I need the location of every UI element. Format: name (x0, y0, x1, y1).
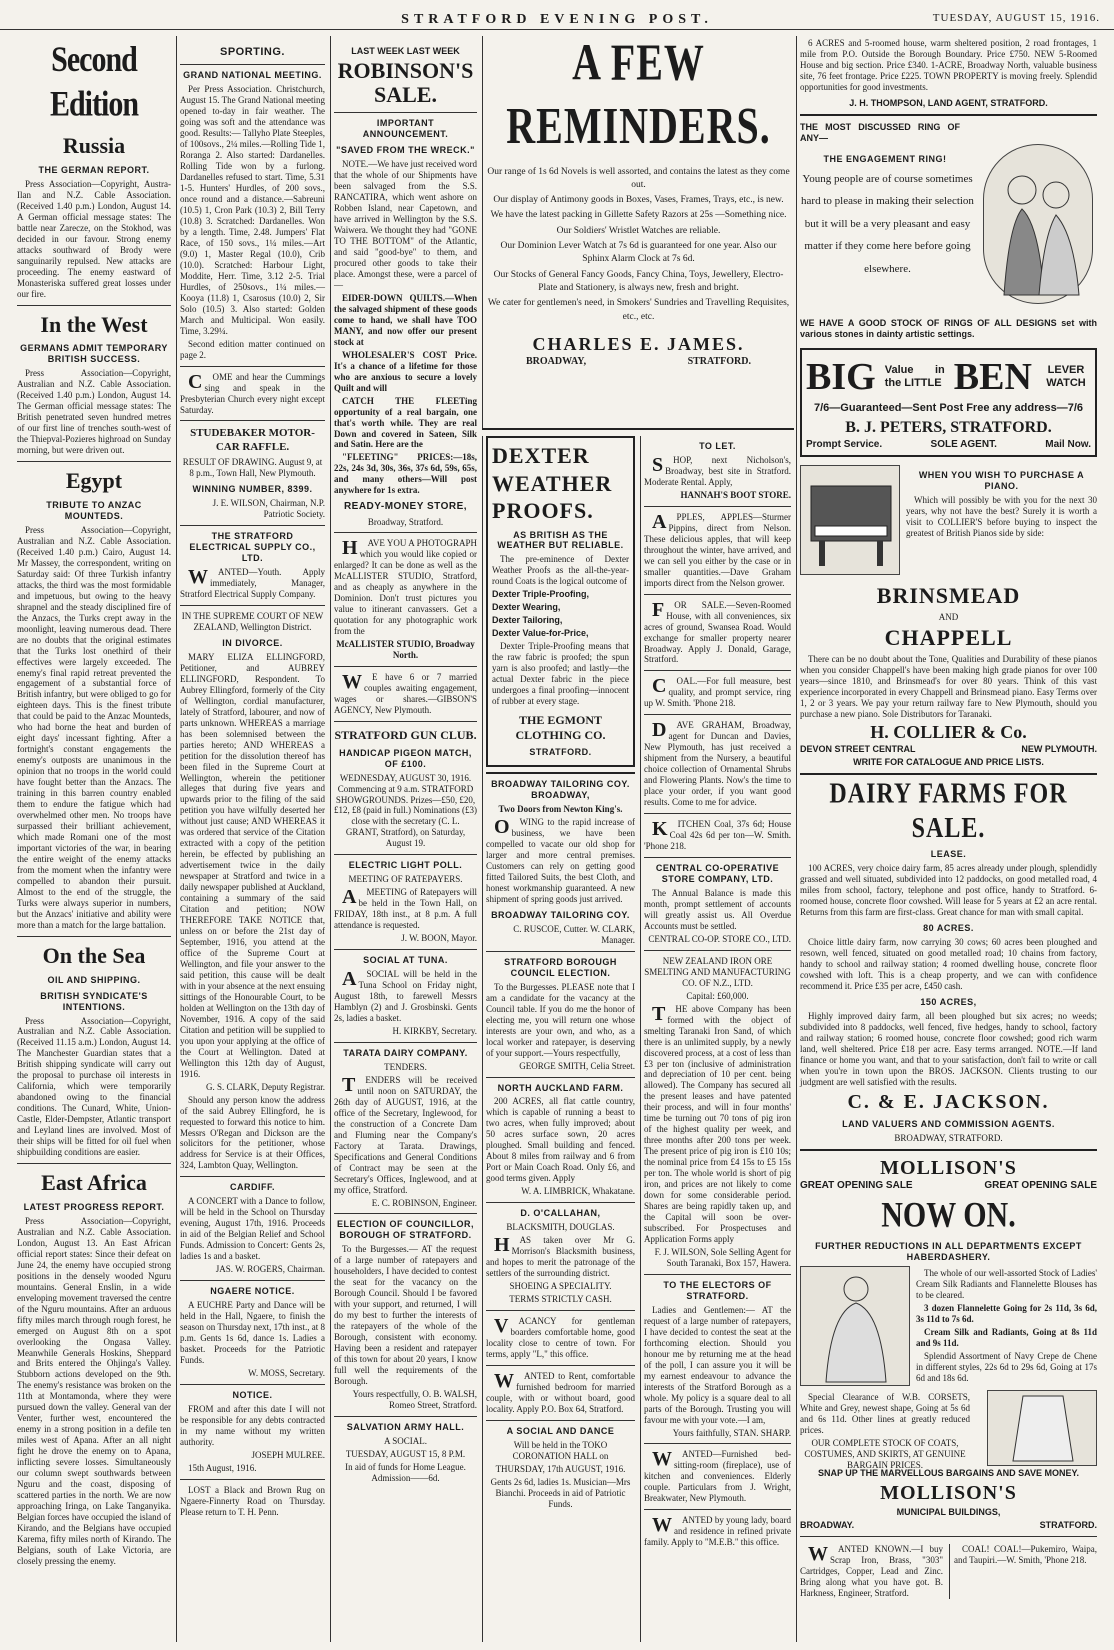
photograph-ad: HAVE YOU A PHOTOGRAPH which you would like copied or enlarged? It can be done as well as the McALLISTER STUDIO, Stratford, and as cheaply as anywhere in the Dominion. Don't trust pictures you value to itinerant canvassers. Get a quotation for any photographic work from the (334, 537, 477, 637)
tolet-heading: TO LET. (699, 441, 736, 451)
prompt-service: Prompt Service. (806, 439, 883, 451)
robinson-sale-title: ROBINSON'S SALE. (337, 57, 474, 108)
clark-signature: G. S. CLARK, Deputy Registrar. (206, 1081, 325, 1092)
vacancy-ad: VACANCY for gentleman boarders comfortable home, good locality close to centre of town. For terms, apply "L," this office. (486, 1314, 635, 1359)
issue-date: TUESDAY, AUGUST 15, 1916. (932, 12, 1100, 24)
tuna-heading: SOCIAL AT TUNA. (363, 955, 448, 966)
big-ben-ad (800, 348, 1097, 457)
big-word: BIG (806, 355, 876, 398)
toko-heading: A SOCIAL AND DANCE (506, 1425, 615, 1436)
africa-subheading: LATEST PROGRESS REPORT. (23, 1201, 165, 1212)
toko-sub: Will be held in the TOKO CORONATION HALL on (512, 1439, 609, 1461)
dexter-text2: Dexter Triple-Proofing means that the raw fabric is proofed; the spun yarn is also proofed; and lastly—the actual Dexter fabric in the piece undergoes a final proofing—innocent of rubber at every stage. (492, 641, 629, 707)
russia-heading: Russia (62, 133, 126, 159)
mulree-signature: JOSEPH MULREE. (251, 1449, 325, 1460)
jackson-sub: LAND VALUERS AND COMMISSION AGENTS. (842, 1118, 1055, 1129)
cardiff-heading: CARDIFF. (230, 1182, 275, 1193)
couple-icon (984, 145, 1094, 305)
address-left: BROADWAY, (526, 355, 587, 367)
bottom-classifieds (800, 1542, 1097, 1601)
jackson-address: BROADWAY, STRATFORD. (894, 1132, 1003, 1143)
collier-name: H. COLLIER & Co. (870, 721, 1027, 742)
studebaker-heading: STUDEBAKER MOTOR-CAR RAFFLE. (190, 427, 315, 453)
chappell: CHAPPELL (884, 625, 1013, 651)
acres80-heading: 80 ACRES. (923, 922, 974, 933)
studebaker-text: RESULT OF DRAWING. August 9, at 8 p.m., Town Hall, New Plymouth. (182, 457, 323, 479)
ngaere-text: A EUCHRE Party and Dance will be held in the Hall, Ngaere, to finish the season on Thursday next, 17th inst., at 8 p.m. Gents 1s 6d, dance 1s. Ladies a basket. Proceeds for the Patriotic Funds. (180, 1300, 325, 1365)
robinson-engineer: E. C. ROBINSON, Engineer. (371, 1197, 477, 1208)
coop-sign: CENTRAL CO-OP. STORE CO., LTD. (648, 933, 791, 944)
cummings-ad: COME and hear the Cummings sing and speak in the Presbyterian Church every night except Saturday. (180, 370, 325, 415)
mollison-address (800, 1520, 1097, 1531)
big-ben-row (806, 354, 1091, 400)
ratepayers-heading: MEETING OF RATEPAYERS. (348, 874, 463, 885)
auckland-heading: NORTH AUCKLAND FARM. (497, 1082, 624, 1093)
lever-watch: LEVER WATCH (1046, 363, 1086, 389)
btc2-heading: BROADWAY TAILORING COY. (491, 909, 630, 920)
wanted-lady-ad: WANTED by young lady, board and residence in refined private family. Apply to "M.E.B." this office. (644, 1514, 791, 1548)
africa-heading: East Africa (41, 1170, 147, 1196)
wreck-text: NOTE.—We have just received word that the whole of our Shipments have been salvaged from the S.S. RANCATIRA, which went ashore on Robben Island, near Capetown, and have arrived in Wellington by the S.S. Waiwera. We thought they had "GONE TO THE BOTTOM" of the Atlantic, and said "good-bye" to them, and procured other goods to take their place. Amongst these, were a parcel of— (334, 159, 477, 290)
btc-text: OWING to the rapid increase of business, we have been compelled to vacate our old shop for larger and more central premises. Customers can rely on getting good fitted Tailored Suits, the best Cloth, and honest workmanship guaranteed. A new shipment of spring goods just arrived. (486, 816, 635, 904)
piano-heading: WHEN YOU WISH TO PURCHASE A PIANO. (918, 470, 1085, 492)
electrical-text: WANTED—Youth. Apply immediately, Manager, Stratford Electrical Supply Company. (180, 566, 325, 599)
tolet-text: SHOP, next Nicholson's, Broadway, best site in Stratford. Moderate Rental. Apply, (644, 453, 791, 487)
moll-b1: 3 dozen Flannelette Going for 2s 11d, 3s 6d, 3s 11d to 7s 6d. (916, 1302, 1097, 1324)
piano-text2: There can be no doubt about the Tone, Qualities and Durability of these pianos when you consider Chappell's have been making high grade pianos for over 100 years—since 1810, and Brinsmead's for over 80 years. Think of this vast experience incorporated in every Chappell and Brinsmead piano. Easy Terms over 1, 2 or 3 years. We pay your return railway fare to New Plymouth, should you purchase a new piano. Sole Distributors for Taranaki. (800, 653, 1097, 719)
terms-cash: TERMS STRICTLY CASH. (509, 1293, 612, 1304)
ring-footer: WE HAVE A GOOD STOCK OF RINGS OF ALL DESIGNS set with various stones in dainty artistic settings. (800, 317, 1097, 339)
wreck-heading: "SAVED FROM THE WRECK." (336, 145, 475, 156)
fleeting-prices: "FLEETING" PRICES:—18s, 22s, 24s 3d, 30s, 36s, 37s 6d, 59s, 65s, and many others—Will post anywhere for 1s extra. (334, 452, 477, 496)
divider (482, 428, 794, 430)
pigeon-text: WEDNESDAY, AUGUST 30, 1916. Commencing at 9 a.m. STRATFORD SHOWGROUNDS. Prizes—£50, £20, £12, £8 (paid in full.) Nominations (£3) close with the secretary (C. L. GRANT, Stratford), on Saturday, August 19. (334, 772, 477, 849)
charles-james-address (486, 356, 791, 368)
eiderdown-text: EIDER-DOWN QUILTS.—When the salvaged shipment of these goods come to hand, we shall have TOO MANY, and now offer our present stock at (334, 292, 477, 347)
cardiff-text: A CONCERT with a Dance to follow, will be held in the School on Thursday evening, August 17th, 1916. Proceeds in aid of the Belgian Relief and School Funds. Admission to Concert: Gents 2s, ladies 1s and a basket. (180, 1196, 325, 1262)
apples-ad: APPLES, APPLES—Sturmer Pippins, direct from Nelson. These delicious apples, that will keep throughout the winter, have arrived, and we can sell you either by the case or in smaller quantities.—Dave Graham imports direct from the Nelson grower. (644, 510, 791, 588)
tuna-text: ASOCIAL will be held in the Tuna School on Friday night, August 18th, to farewell Messrs Hamblyn (2) and J. Grosbinski. Gents 2s, ladies a basket. (334, 968, 477, 1023)
rent-ad: WANTED to Rent, comfortable furnished bedroom for married couple, with or without board, good locality. Apply P.O. Box 64, Stratford. (486, 1369, 635, 1414)
thompson-agent: J. H. THOMPSON, LAND AGENT, STRATFORD. (849, 97, 1048, 108)
moll-b2: Cream Silk and Radiants, Going at 8s 11d and 9s 11d. (916, 1326, 1097, 1348)
dexter-text: The pre-eminence of Dexter Weather Proofs as the all-the-year-round Coats is the logical outcome of (492, 554, 629, 587)
charles-james-name: CHARLES E. JAMES. (532, 333, 745, 354)
furnished-ad: WANTED—Furnished bed-sitting-room (fireplace), use of kitchen and conveniences. Elderly couple. Particulars from J. Wright, Breakwater, New Plymouth. (644, 1448, 791, 1504)
notice-heading: NOTICE. (232, 1389, 273, 1400)
moll-text2: Splendid Assortment of Navy Crepe de Chene in different styles, 22s 6d to 29s 6d, Going at 17s 6d and 18s 6d. (916, 1350, 1097, 1383)
snap-up: SNAP UP THE MARVELLOUS BARGAINS AND SAVE MONEY. (817, 1467, 1080, 1478)
councillor-text: To the Burgesses.— AT the request of a large number of ratepayers and householders, I have decided to contest the seat for the vacancy on the Borough Council. Should I be favored with your support, and returned, I will do my best to further the interests of the ratepayers of the whole of the Borough, consistent with economy. Having been a resident and ratepayer of this town for about 20 years, I know full well the requirements of the Borough. (334, 1244, 477, 1387)
west-heading: In the West (40, 311, 148, 337)
dexter-list-item: Dexter Triple-Proofing, (492, 589, 590, 600)
gibson-ad: WE have 6 or 7 married couples awaiting engagement, wages or shares.—GIBSON'S AGENCY, New Plymouth. (334, 671, 477, 716)
ocallaghan-sub: BLACKSMITH, DOUGLAS. (506, 1222, 615, 1233)
moss-signature: W. MOSS, Secretary. (248, 1367, 325, 1378)
sporting-heading: SPORTING. (219, 46, 285, 58)
mollison-name: MOLLISON'S (880, 1156, 1017, 1179)
winning-number: WINNING NUMBER, 8399. (192, 484, 313, 495)
reminder-item: We have the latest packing in Gillette Safety Razors at 25s —Something nice. (490, 210, 787, 221)
ready-money-store: READY-MONEY STORE, (343, 501, 468, 513)
toko-date: THURSDAY, 17th AUGUST, 1916. (495, 1463, 626, 1474)
reductions: FURTHER REDUCTIONS IN ALL DEPARTMENTS EXCEPT HABERDASHERY. (815, 1241, 1082, 1262)
court-heading: IN THE SUPREME COURT OF NEW ZEALAND, Wellington District. (181, 610, 324, 632)
notice-text: FROM and after this date I will not be responsible for any debts contracted in my name without my written authority. (180, 1403, 325, 1447)
salvation-heading: SALVATION ARMY HALL. (346, 1421, 465, 1432)
forsale-ad: FOR SALE.—Seven-Roomed House, with all conveniences, six acres of ground, Swansea Road. Would exchange for smaller property nearer Broadway. Apply J. Donald, Garage, Stratford. (644, 598, 791, 665)
tarata-heading: TARATA DAIRY COMPANY. (343, 1047, 468, 1058)
africa-article: Press Association—Copyright, Australian and N.Z. Cable Association. London, August 13. An East African official report states: Since their defeat on June 24, the enemy have occupied strong positions in the densely wooded Nguru mountains. General Enslin, in a wide enveloping movement traversed the centre of the Nguru mountains. After an arduous fifty miles march through rough forest, he emerged on August 8th on a spot overlooking the Ongasa Valley. Meanwhile Generals Hoskins, Sheppard and Brits entered the Ohjinga's Valley. Stubborn actions developed on the 9th. The enemy's resistance was broken on the 11th at Montamonda, where they were pursued down the valley. General van der Venter, further west, encountered the enemy in a strong position in a defile ten miles west of Apana. After an all night fight he drove the enemy on to Apana, inflicting severe losses. Simultaneously our column swept southwards between Nguru and the coast, disposing of scattered parties in the north. We are now approaching Iringa, on Lake Tanganyika. Belgian forces have occupied the island of Kirando, and the Belgians have occupied Karema, fifty miles north of Kirando. The Belgians, south of Lake Victoria, are closely pressing the enemy. (17, 1215, 171, 1566)
ben-word: BEN (953, 355, 1032, 398)
dexter-sub: AS BRITISH AS THE WEATHER BUT RELIABLE. (497, 529, 624, 551)
piano-icon (801, 466, 901, 576)
catch-text: CATCH THE FLEETing opportunity of a real bargain, one that's worth while. They are real Down and covered in Sateen, Silk and Satin. Here are the (334, 395, 477, 450)
reminders-title: A FEW REMINDERS. (506, 36, 771, 155)
acres150-heading: 150 ACRES, (920, 996, 977, 1007)
reminder-item: Our Soldiers' Wristlet Watches are reliable. (556, 225, 721, 236)
ocallaghan-text: HAS taken over Mr G. Morrison's Blacksmith business, and hopes to merit the patronage of the settlers of the surrounding district. (486, 1234, 635, 1279)
ocallaghan-heading: D. O'CALLAHAN, (520, 1208, 601, 1219)
ben-footer (806, 439, 1091, 451)
egypt-heading: Egypt (65, 468, 123, 494)
borough-heading: STRATFORD BOROUGH COUNCIL ELECTION. (504, 956, 617, 978)
ready-money-address: Broadway, Stratford. (367, 516, 444, 527)
sharp-signature: Yours faithfully, STAN. SHARP. (672, 1427, 791, 1438)
dexter-list-item: Dexter Tailoring, (492, 615, 563, 626)
egmont-town: STRATFORD. (529, 747, 592, 758)
borough-text: To the Burgesses. PLEASE note that I am a candidate for the vacancy at the Council table. If you do me the honor of electing me, you will return one whose interests are your own, and who, as a local worker and ratepayer, is deserving of your support.—Yours respectfully, (486, 981, 635, 1058)
collier-address (800, 744, 1097, 755)
sa-text: In aid of funds for Home League. Admission——6d. (345, 1461, 466, 1483)
egypt-article: Press Association—Copyright, Australian and N.Z. Cable Association. (Received 1.40 p.m.) Cairo, August 14. Mr Massey, the correspondent, writing on Saturday said: Of three Turkish infantry attacks, the third was the most formidable and impetuous, but owing to the heavy shrapnel and the steady disciplined fire of the Anzacs, the Turks crept away in the moonlight, leaving numerous dead. There are no doubts that the original estimates that the Turks lost onethird of their effectives were largely exceeded. The enemy's final rapid retreat prevented the engagement of a substantial force of British infantry, but were obliged to go for eighteen days. This is the finest tribute that could be paid to the Anzac Mounteds, who had borne the heat and burden of eight days' incessant fighting. After a fortnight's constant engagements the enemy's outposts are unanimous in the opinion that no troops in the world could have fought better than the Anzacs. The training in this barren country enabled them to endure the fatigue which had overwhelmed other men. No troops have surpassed their brilliant achievement, which made Romani one of the most important victories of the war, in bearing the entire weight of the enemy attacks from the moment when the infantry were compelled to abandon their pursuit. Almost to the end of the struggle, the Turks were always superior in numbers, but the Anzacs' initiative and ability were more than a match for the large battalion. (17, 524, 171, 930)
wanted-known-ad: WANTED KNOWN.—I buy Scrap Iron, Brass, "303" Cartridges, Copper, Lead and Zinc. Bring along what you have got. B. Harkness, Engineer, Stratford. (800, 1543, 943, 1599)
ironore-text: THE above Company has been formed with the object of smelting Taranaki Iron Sand, of which there is an unlimited supply, by a newly discovered process, at a cost of less than £3 per ton (inclusive of administration and depreciation of 10 per cent. being allowed). The Company has secured all the present leases and have patented their process, and will in four months' time be turning out 70 tons of pig iron of the highest quality per week, and three months after 200 tons per week. The present price of pig iron is £10 10s; the nominal price from £4 15s to £5 15s per ton. The whole world is short of pig iron, and prices are not likely to come down for some considerable period. Shares are being rapidly taken up, and the Capital will soon be over-subscribed. For Prospectuses and Application Forms apply (644, 1002, 791, 1244)
coop-text: The Annual Balance is made this month, prompt settlement of accounts will greatly assist us. All Overdue Accounts must be settled. (644, 887, 791, 931)
reminder-item: Our range of 1s 6d Novels is well assorted, and contains the latest as they come out. (487, 166, 790, 190)
dexter-box (486, 436, 635, 767)
capital: Capital: £60,000. (686, 990, 749, 1001)
councillor-heading: ELECTION OF COUNCILLOR, BOROUGH OF STRATFORD. (337, 1219, 474, 1241)
column-classifieds (640, 436, 794, 1642)
reminder-item: Our Stocks of General Fancy Goods, Fancy China, Toys, Jewellery, Electro-Plate and Stationery, is always new, fresh and bright. (493, 269, 784, 293)
auckland-text: 200 ACRES, all flat cattle country, which is capable of running a beast to two acres, when fully improved; about 50 acres surface sown, 20 acres ploughed. Small building and fenced. About 8 miles from railway and 6 from Port or Main Coach Road. Only £6, and good terms given. Apply (486, 1096, 635, 1184)
column-robinson (330, 36, 480, 1642)
second-edition-banner: Second Edition (49, 39, 139, 124)
dexter-list (492, 589, 629, 639)
a-social-heading: A SOCIAL. (383, 1435, 427, 1446)
property-list: 6 ACRES and 5-roomed house, warm sheltered position, 2 road frontages, 1 mile from P.O. Outside the Borough Boundary. Price £750. NEW 5-Roomed House and big section. Price £340. 1-ACRE, Broadway North, valuable business site, 76 feet frontage. Price £225. TOWN PROPERTY is moving freely. Splendid opportunities for good investments. (800, 38, 1097, 92)
dexter-list-item: Dexter Value-for-Price, (492, 628, 589, 639)
divorce-heading: IN DIVORCE. (222, 637, 283, 648)
lease-text: 100 ACRES, very choice dairy farm, 85 acres already under plough, splendidly grassed and well situated, subdivided into 12 paddocks, on good metalled road, 4 miles from school, factory, telephone and post office, handy to Stratford. 6-roomed house, concrete floor cowshed. Will lease for 5 years at £2 an acre rental. Returns from this farm are first-class. Great chance for man with small capital. (800, 863, 1097, 917)
coop-heading: CENTRAL CO-OPERATIVE STORE COMPANY, LTD. (655, 863, 780, 884)
poll-text: AMEETING of Ratepayers will be held in the Town Hall, on FRIDAY, 18th inst., at 8 p.m. A full attendance is requested. (334, 886, 477, 931)
russia-subheading: THE GERMAN REPORT. (38, 165, 150, 176)
announcement-heading: IMPORTANT ANNOUNCEMENT. (362, 118, 449, 140)
mail-now: Mail Now. (1045, 439, 1091, 451)
btc-heading: BROADWAY TAILORING COY. BROADWAY, (491, 779, 630, 801)
acres150-text: Highly improved dairy farm, all been ploughed but six acres; no weeds; subdivided into 8 paddocks, well fenced, five hedges, handy to school, factory and railway station; 6 roomed house, concrete floor cowshed; good rich warm land, well sheltered. Price £18 per acre. Easy terms arranged. NOTE.—If land finance or home you want, and that to your satisfaction, don't fail to write or call when you're in town upon the BROS. JACKSON. Clients trusting to our judgment are well satisfied with the results. (800, 1010, 1097, 1087)
fj-wilson: F. J. WILSON, Sole Selling Agent for South Taranaki, Box 157, Hawera. (654, 1246, 791, 1268)
smith-signature: GEORGE SMITH, Celia Street. (519, 1060, 635, 1071)
column-dexter (482, 436, 638, 1642)
sea-article: Press Association—Copyright, Australian and N.Z. Cable Association. (Received 11.15 a.m.) London, August 14. The Manchester Guardian states that a British shipping syndicate will carry out the proposal to purchase oil interests in California, which were temporarily abandoned owing to the financial conditions. The Cunard, White, Union-Castle, Elder-Dempster, Atlantic transport and Leyland lines are involved. Most of their ships will be fitted for oil fuel when shipbuilding conditions are easier. (17, 1015, 171, 1158)
ring-ad (800, 122, 1097, 342)
reminder-item: Our display of Antimony goods in Boxes, Vases, Frames, Trays, etc., is new. (493, 195, 784, 206)
gnm-article: Per Press Association. Christchurch, August 15. The Grand National meeting opened to-day in fair weather. The going was soft and the attendance was good. Results:— Tallyho Plate Steeples, of 100sovs., 2¼ miles.—Rolling Tide 1, Roranga 2. Also started: Dardanelles. Rolling Tide won by a furlong. Dardanelles refused to start. Time, 5.31 1-5. Hunters' Hurdles, of 200 sovs., once round and a distance.—Sabreuni (10.5) 1, Cron Park (10.3) 2, Bill Terry (10.8) 3. Scratched: Dardanelles. Won by a length. Time, 2.48. Jumpers' Flat Race, of 150 sovs., 1¼ miles.—Art (9.0) 1, Master Regal (10.0), Crib (10.0). Scratched: Harbour Light, Moddite, Herr. Time, 3.12 2-5. Trial Hurdles, of 250sovs., 1¼ miles.—Kooya (11.8) 1, Csarosus (10.0) 2, Sir Solo (10.5) 3. Also started: Golden March and Multicipal. Won easily. Time, 3.29¼. (180, 84, 325, 336)
sole-agent: SOLE AGENT. (930, 439, 997, 451)
gun-club-heading: STRATFORD GUN CLUB. (334, 728, 477, 742)
ring-text: Young people are of course sometimes hard to please in making their selection but it will be a very pleasant and easy matter if they come here before going elsewhere. (801, 172, 974, 275)
now-on: NOW ON. (881, 1195, 1016, 1236)
egypt-subheading: TRIBUTE TO ANZAC MOUNTEDS. (46, 499, 142, 521)
limbrick-signature: W. A. LIMBRICK, Whakatane. (521, 1186, 635, 1197)
electrical-heading: THE STRATFORD ELECTRICAL SUPPLY CO., LTD. (189, 531, 316, 564)
shoeing: SHOEING A SPECIALITY. (509, 1281, 612, 1291)
boon-signature: J. W. BOON, Mayor. (401, 933, 477, 944)
sea-heading: On the Sea (42, 942, 146, 968)
moll-right: STRATFORD. (1039, 1520, 1097, 1531)
opening-sale-left: GREAT OPENING SALE (800, 1180, 913, 1192)
divorce-tail: Should any person know the address of the said Aubrey Ellingford, he is requested to forward this notice to him. Messrs O'Regan and Dickson are the solicitors for the petitioner, whose address for Service is at their Offices, 324, Lambton Quay, Wellington. (180, 1094, 325, 1171)
tenders-heading: TENDERS. (384, 1061, 427, 1072)
toko-text: Gents 2s 6d, ladies 1s. Musician—Mrs Bianchi. Proceeds in aid of Patriotic Funds. (490, 1476, 631, 1509)
dairy-heading: DAIRY FARMS FOR SALE. (829, 777, 1068, 845)
mollison-name-2: MOLLISON'S (880, 1481, 1017, 1504)
wholesale-text: WHOLESALER'S COST Price. It's a chance of a lifetime for those who are anxious to secure a lovely Quilt and will (334, 349, 477, 393)
sea-subheading-2: BRITISH SYNDICATE'S INTENTIONS. (40, 990, 148, 1012)
piano-illustration (800, 465, 900, 575)
masthead (0, 0, 1114, 30)
ben-price: 7/6—Guaranteed—Sent Post Free any address—7/6 (814, 402, 1083, 415)
dave-graham-ad: DAVE GRAHAM, Broadway, agent for Duncan and Davies, New Plymouth, has just received a shipment from the Nursery, a beautiful choice collection of Ornamental Shrubs and Flowering Plants. Now's the time to place your order, if you want good results. Come to me for advice. (644, 719, 791, 808)
russia-article: Press Association—Copyright, Austra-Ilan and N.Z. Cable Association. (Received 1.40 p.m.) London, August 14. A German official message states: The battle near Zarecze, on the Stokhod, was decided in our favour. Strong enemy attacks southward of Brody were sanguinarily repulsed. New attacks are proceeding. The enemy eastward of Monasteriska suffered great losses under our fire. (17, 178, 171, 299)
btc2-sign: C. RUSCOE, Cutter. W. CLARK, Manager. (513, 923, 635, 945)
divorce-text: MARY ELIZA ELLINGFORD, Petitioner, and AUBREY ELLINGFORD, Respondent. To Aubrey Ellingford, formerly of the City of Wellington, cordial manufacturer, lately of Stratford, labourer, and now of parts unknown. WHEREAS a marriage has been solemnised between the parties hereto; AND WHEREAS a petition for the dissolution thereof has been filed in the Supreme Court at Wellington, wherein the petitioner alleges that during five years and upwards prior to the filing of the said petition you have wilfully deserted her without just cause; AND WHEREAS it was ordered that service of the Citation extracted with a copy of the petition herein, be effected by publishing an advertisement twice in the daily newspaper at Stratford and twice in a daily newspaper published at Auckland, containing a summary of the said Citation and petition; NOW THEREFORE TAKE NOTICE that, unless on or before the 21st day of September, 1916, you attend at the office of the Supreme Court at Wellington, and file your answer to the said petition, this cause will be dealt with in your absence at the next ensuing sittings of the Honourable Court, to be holden at Wellington on the 13th day of November, 1916. A copy of the said Citation and petition will be supplied to you upon your applying at the office of the Court at Wellington. Dated at Wellington this 12th day of August, 1916. (180, 651, 325, 1079)
poll-heading: ELECTRIC LIGHT POLL. (348, 860, 463, 871)
address-right: STRATFORD. (687, 355, 751, 367)
opening-sale-right: GREAT OPENING SALE (984, 1180, 1097, 1192)
column-war-news (14, 36, 174, 1642)
moll-text: The whole of our well-assorted Stock of Ladies' Cream Silk Radiants and Flannelette Blouses has to be cleared. (916, 1267, 1097, 1300)
catalogue-line: WRITE FOR CATALOGUE AND PRICE LISTS. (853, 756, 1044, 767)
column-sporting (176, 36, 328, 1642)
rogers-signature: JAS. W. ROGERS, Chairman. (215, 1264, 325, 1275)
dexter-title: DEXTER WEATHER PROOFS. (492, 443, 613, 523)
kitchen-coal-ad: KITCHEN Coal, 37s 6d; House Coal 42s 6d per ton—W. Smith. 'Phone 218. (644, 818, 791, 852)
electors-heading: TO THE ELECTORS OF STRATFORD. (663, 1279, 772, 1301)
blouse-illustration (800, 1266, 910, 1386)
west-article: Press Association—Copyright, Australian and N.Z. Cable Association. (Received 1.40 p.m.) London, August 14. The German official message states: The British penetrated seven hundred metres of our first line of trenches south-west of the Thiepval-Pozieres highroad on Sunday morning, but were driven out. (17, 368, 171, 456)
new-plymouth: NEW PLYMOUTH. (1021, 743, 1097, 754)
corset-illustration (987, 1390, 1097, 1466)
ironore-heading: NEW ZEALAND IRON ORE SMELTING AND MANUFACTURING CO. OF N.Z., LTD. (644, 955, 791, 988)
little-word: Value in the LITTLE (884, 363, 945, 389)
reminder-item: We cater for gentlemen's need, in Smokers' Sundries and Travelling Requisites, etc., etc. (487, 298, 790, 322)
devon-street: DEVON STREET CENTRAL (800, 743, 916, 754)
ring-subheading: THE ENGAGEMENT RING! (823, 153, 947, 164)
newspaper-title: STRATFORD EVENING POST. (401, 12, 713, 27)
reminder-item: Our Dominion Lever Watch at 7s 6d is guaranteed for one year. Also our Sphinx Alarm Clock at 7s 6d. (500, 241, 777, 265)
brinsmead: BRINSMEAD (876, 583, 1021, 609)
corset-icon (988, 1391, 1098, 1467)
electors-text: Ladies and Gentlemen:— AT the request of a large number of ratepayers, I have decided to contest the seat at the forthcoming election. Should you honour me by returning me at the head of the poll, I can assure you it will be my earnest endeavour to advance the interests of the Stratford Borough as a whole. My policy is a square deal to all parts of the Borough. Trusting you will favour me with your vote.—I am, (644, 1304, 791, 1425)
ring-heading: THE MOST DISCUSSED RING OF ANY— (800, 121, 960, 143)
corsets: Special Clearance of W.B. CORSETS, White and Grey, newest shape, Going at 5s 6d and 6s 11d. Other lines at greatly reduced prices. (800, 1391, 970, 1435)
egmont-clothing: THE EGMONT CLOTHING CO. (515, 713, 606, 742)
couple-illustration (983, 144, 1093, 304)
piano-text: Which will possibly be with you for the next 30 years, why not have the best? Surely it is worth a visit to COLLIER'S before buying to inspect the greatest of British Pianos side by side: (906, 495, 1097, 539)
tarata-text: TENDERS will be received until noon on SATURDAY, the 26th day of AUGUST, 1916, at the office of the Secretary, Inglewood, for the construction of a Concrete Dam and Fluming near the Company's Factory at Tarata. Drawings, Specifications and General Conditions of Contract may be seen at the Secretary's Offices, Inglewood, and at my office, Stratford. (334, 1073, 477, 1195)
dexter-list-item: Dexter Wearing, (492, 602, 561, 613)
opening-sale-row (800, 1180, 1097, 1192)
kirkby-signature: H. KIRKBY, Secretary. (392, 1025, 477, 1036)
piano-ad-top (800, 465, 1097, 583)
column-display-ads (796, 36, 1100, 1642)
mcallister-studio: McALLISTER STUDIO, Broadway North. (336, 639, 475, 661)
lost-rug-ad: LOST a Black and Brown Rug on Ngaere-Finnerty Road on Thursday. Please return to T. H. Penn. (180, 1484, 325, 1517)
ngaere-heading: NGAERE NOTICE. (210, 1286, 295, 1297)
reminders-list (486, 166, 791, 324)
last-week-line: LAST WEEK LAST WEEK (351, 46, 460, 56)
hannah-store: HANNAH'S BOOT STORE. (680, 489, 791, 500)
btc-sub: Two Doors from Newton King's. (498, 804, 623, 815)
lease-heading: LEASE. (930, 849, 967, 860)
moll-left: BROADWAY. (800, 1520, 855, 1531)
municipal-buildings: MUNICIPAL BUILDINGS, (896, 1507, 1001, 1518)
continued-note: Second edition matter continued on page 2. (180, 338, 325, 360)
gnm-heading: GRAND NATIONAL MEETING. (183, 70, 322, 81)
and-word: AND (938, 612, 959, 623)
pigeon-heading: HANDICAP PIGEON MATCH, OF £100. (339, 747, 472, 769)
jackson-name: C. & E. JACKSON. (847, 1090, 1050, 1113)
coal-ad: COAL.—For full measure, best quality, and prompt service, ring up W. Smith. 'Phone 218. (644, 675, 791, 709)
complete-stock: OUR COMPLETE STOCK OF COATS, COSTUMES, AND SKIRTS, AT GENUINE BARGAIN PRICES. (804, 1437, 966, 1470)
wilson-signature: J. E. WILSON, Chairman, N.P. Patriotic Society. (212, 498, 325, 520)
acres80-text: Choice little dairy farm, now carrying 30 cows; 60 acres been ploughed and resown, well fenced, situated on good metalled road; 10 chains from factory, handy to school and railway station; 4 roomed dwelling house, concrete floor cowshed with loft. This is a cheap property, and we can with confidence recommend it. Price £35 per acre, £450 cash. (800, 936, 1097, 991)
sa-date: TUESDAY, AUGUST 15, 8 P.M. (345, 1448, 466, 1459)
walsh-signature: Yours respectfully, O. B. WALSH, Romeo Street, Stratford. (352, 1389, 477, 1410)
peters-name: B. J. PETERS, STRATFORD. (845, 418, 1052, 436)
blouse-icon (801, 1267, 911, 1387)
sea-subheading: OIL AND SHIPPING. (47, 974, 141, 985)
notice-date: 15th August, 1916. (188, 1462, 257, 1473)
mollison-body (800, 1266, 1097, 1470)
west-subheading: GERMANS ADMIT TEMPORARY BRITISH SUCCESS. (20, 343, 168, 365)
reminders-ad (482, 36, 794, 428)
coal-ad-2: COAL! COAL!—Pukemiro, Waipa, and Taupiri.—W. Smith, 'Phone 218. (949, 1544, 1097, 1599)
